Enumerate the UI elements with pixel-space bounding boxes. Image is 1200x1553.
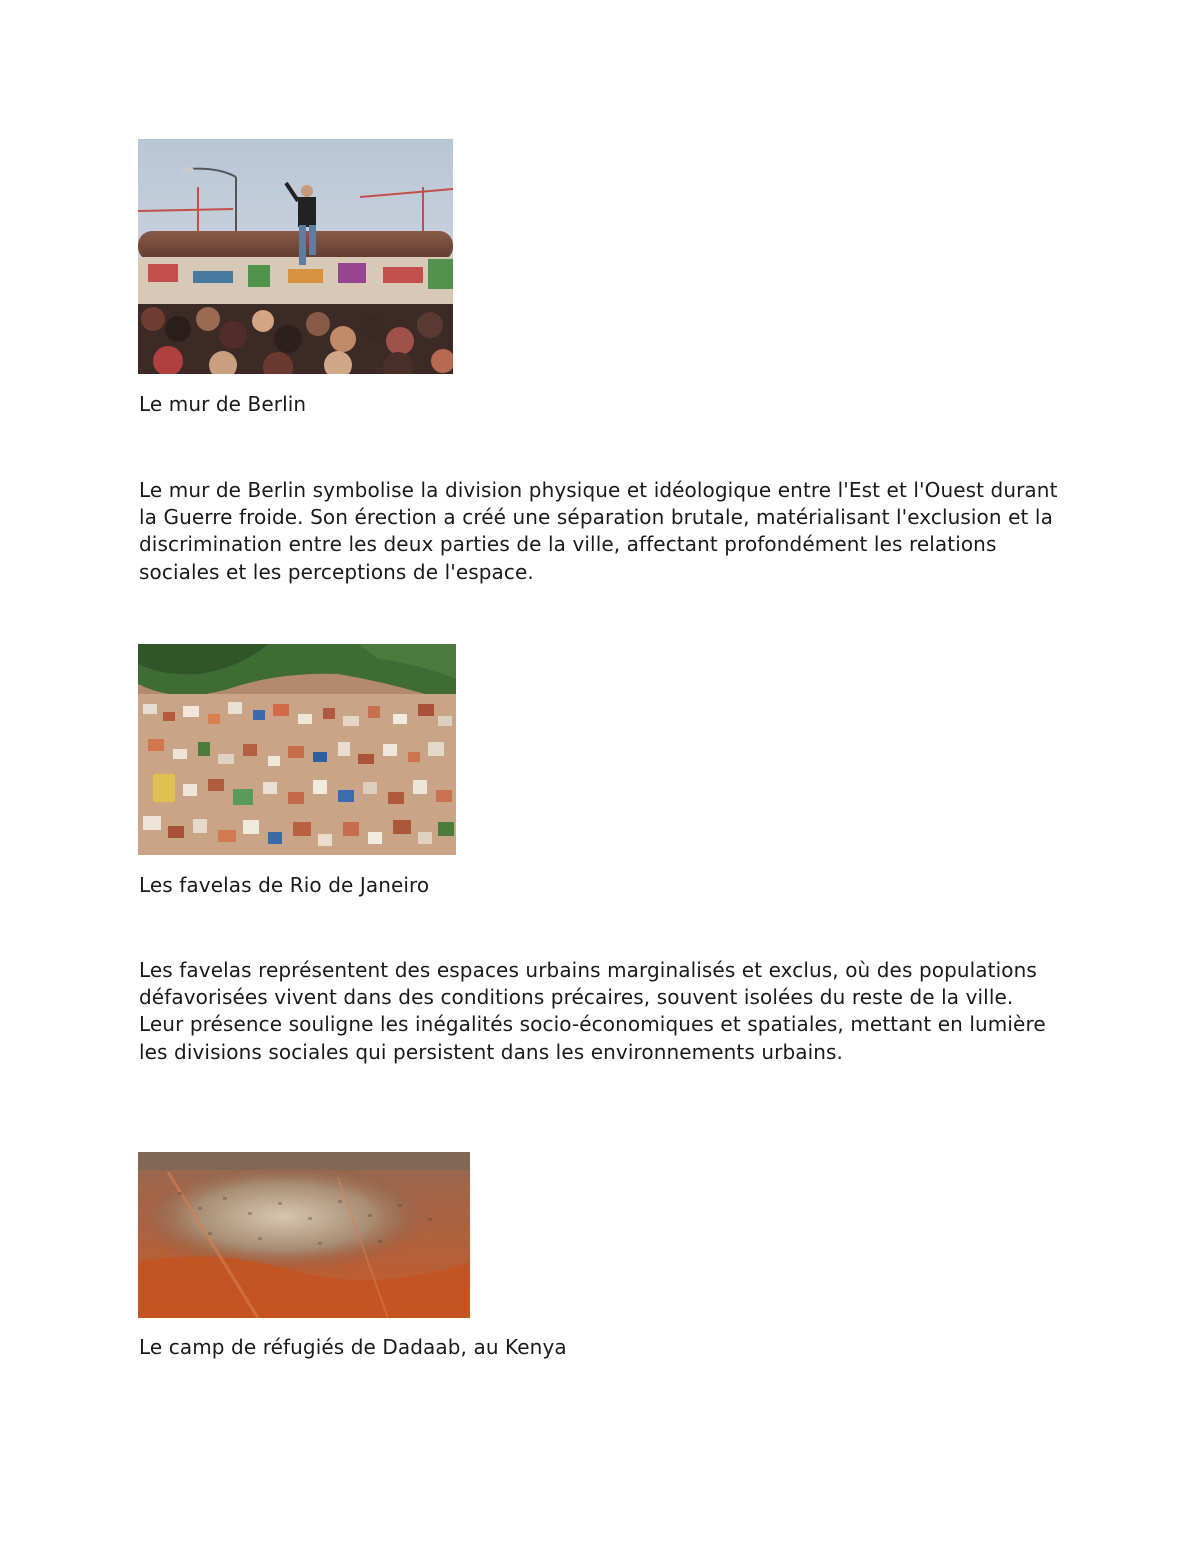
favelas-caption: Les favelas de Rio de Janeiro [139,873,430,897]
berlin-wall-caption: Le mur de Berlin [139,392,307,416]
berlin-wall-paragraph: Le mur de Berlin symbolise la division physique et idéologique entre l'Est et l'Ouest durant la Guerre froide. Son érection a créé une séparation brutale, matérialisant l'exclusion et la discrimination entre les deux parties de la ville, affectant profondément les relations sociales et les perceptions de l'espace. [139,478,1058,584]
berlin-wall-photo [138,139,453,374]
dadaab-camp-photo [138,1152,470,1318]
favelas-paragraph: Les favelas représentent des espaces urbains marginalisés et exclus, où des populations défavorisées vivent dans des conditions précaires, souvent isolées du reste de la ville. Leur présence souligne les inégalités socio-économiques et spatiales, mettant en lumière les divisions sociales qui persistent dans les environnements urbains. [139,958,1046,1064]
dadaab-camp-caption: Le camp de réfugiés de Dadaab, au Kenya [139,1335,567,1359]
favelas-photo [138,644,456,855]
